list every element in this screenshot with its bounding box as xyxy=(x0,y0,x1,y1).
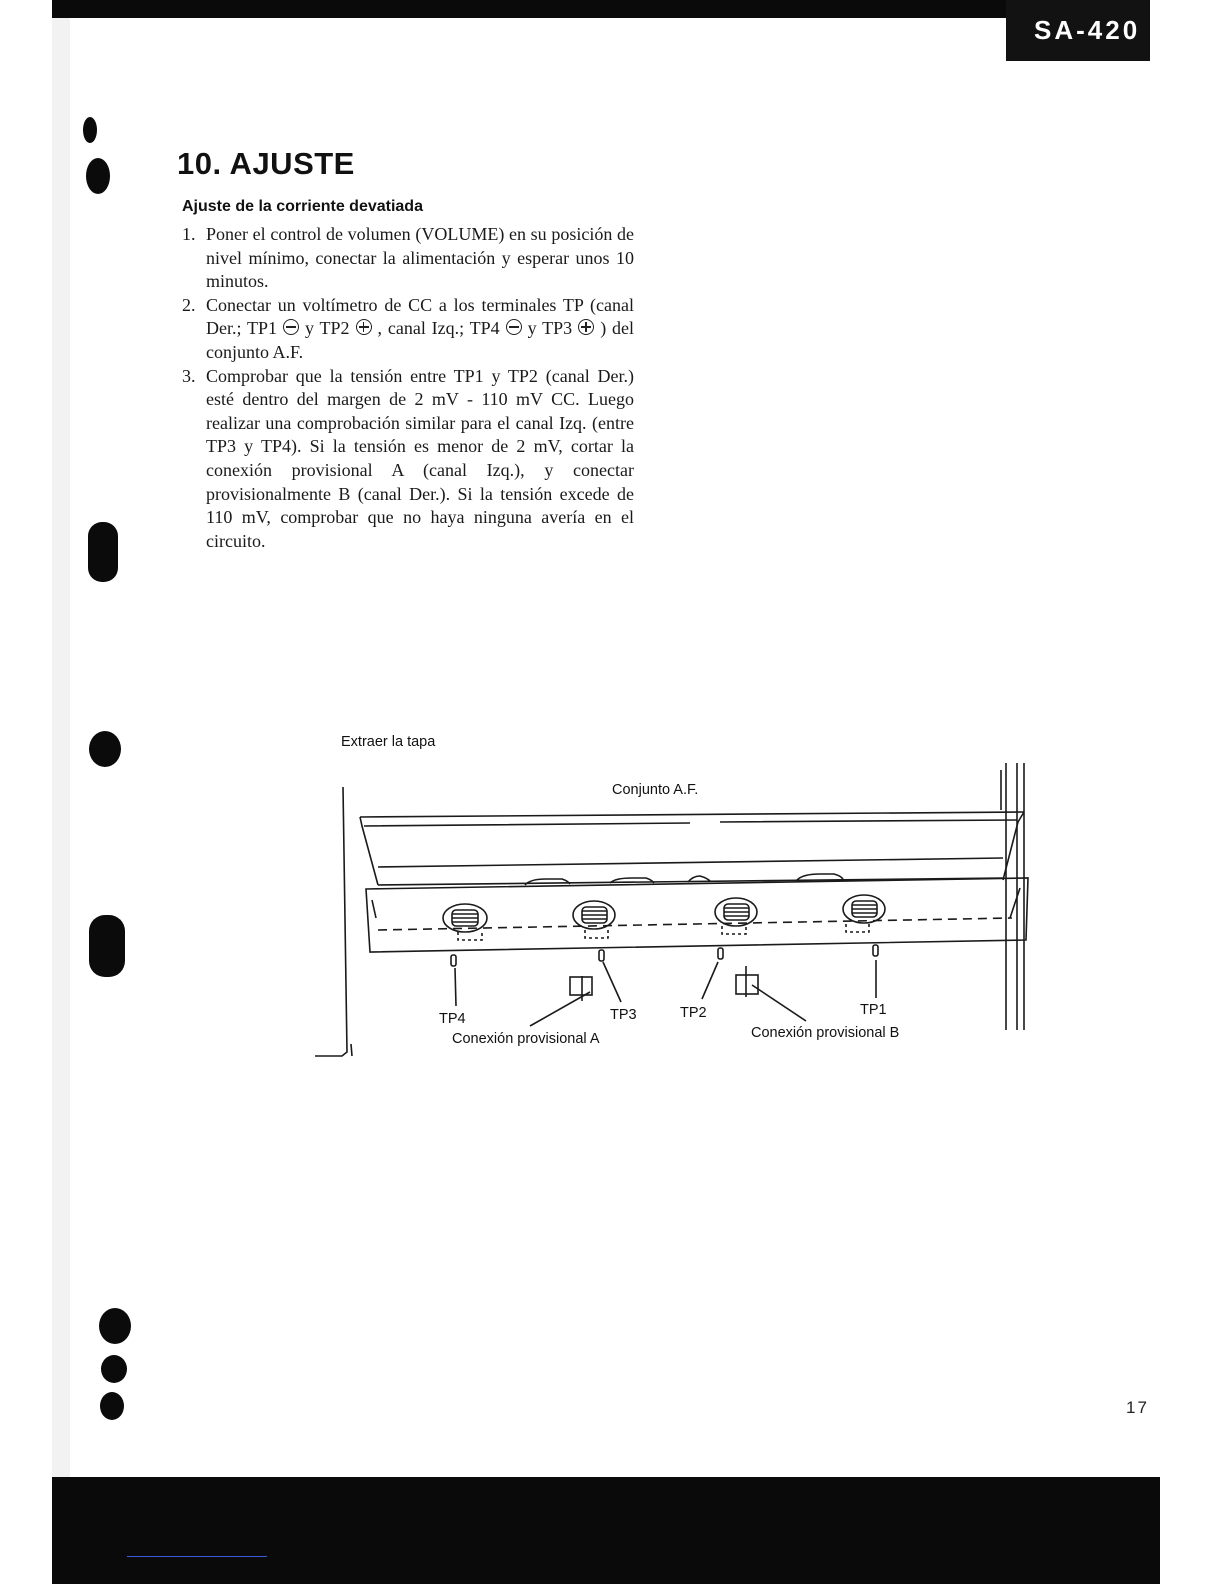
scan-bottom-border xyxy=(52,1477,1160,1584)
jumper-b-label: Conexión provisional B xyxy=(751,1025,900,1041)
section-title: 10. AJUSTE xyxy=(177,146,355,181)
front-plate-slant-left xyxy=(372,900,376,918)
step-text: y TP3 xyxy=(527,318,573,339)
page-number: 17 xyxy=(1126,1398,1149,1417)
tp4-label: TP4 xyxy=(439,1011,466,1027)
cover-top-edge-lower xyxy=(364,820,1017,826)
terminal-window-tp4 xyxy=(443,904,487,940)
scan-bottom-line xyxy=(127,1556,267,1557)
step-text: Conectar un voltímetro de CC a los terminales TP (canal Der.; TP1 xyxy=(206,294,634,339)
component-bump xyxy=(525,879,570,885)
board-upper-edge xyxy=(378,858,1003,867)
step-text: ) del conjunto A.F. xyxy=(206,318,635,362)
step-text: , canal Izq.; TP4 xyxy=(377,318,500,339)
front-plate-slant-right xyxy=(1010,888,1020,918)
cover-top-edge xyxy=(360,812,1024,817)
chassis-corner xyxy=(351,1044,352,1056)
jumper-a-label: Conexión provisional A xyxy=(452,1031,600,1047)
terminal-window-tp3 xyxy=(573,901,615,938)
chassis-left-wall xyxy=(315,787,347,1056)
test-pin-tp4 xyxy=(451,955,456,1006)
terminal-window-tp1 xyxy=(843,895,885,932)
test-pin-tp1 xyxy=(873,945,878,998)
step-number: 2. xyxy=(182,294,196,315)
front-plate-dashed xyxy=(378,918,1012,930)
model-tab: SA-420 xyxy=(1006,0,1150,61)
front-plate xyxy=(366,878,1028,952)
jumper-b xyxy=(736,966,806,1021)
cover-label: Extraer la tapa xyxy=(341,734,436,750)
tp1-label: TP1 xyxy=(860,1002,887,1018)
terminal-window-tp2 xyxy=(715,898,757,934)
section-subtitle: Ajuste de la corriente devatiada xyxy=(182,198,423,215)
step-text: y TP2 xyxy=(305,318,350,339)
assembly-label: Conjunto A.F. xyxy=(612,782,699,798)
test-pin-tp2 xyxy=(702,948,723,999)
tp2-label: TP2 xyxy=(680,1005,707,1021)
jumper-a xyxy=(530,976,592,1026)
step-number: 1. xyxy=(182,224,196,244)
chassis-right-wall xyxy=(1001,763,1024,1030)
step-text: Comprobar que la tensión entre TP1 y TP2 (canal Der.) esté dentro del margen de 2 mV - 110 mV CC. Luego realizar una comprobación similar para el canal Izq. (entre TP3 y TP4). Si la tensión es menor de 2 mV, cortar la conexión provisional A (canal Izq.), y conectar provisionalmente B (canal Der.). Si la tensión excede de 110 mV, comprobar que no haya ninguna avería en el circuito. xyxy=(206,365,634,551)
step-text: Poner el control de volumen (VOLUME) en su posición de nivel mínimo, conectar la alimentación y esperar unos 10 minutos. xyxy=(206,224,634,292)
step-number: 3. xyxy=(182,365,196,386)
cover-left-side xyxy=(360,817,378,885)
test-pin-tp3 xyxy=(599,950,621,1002)
tp3-label: TP3 xyxy=(610,1007,637,1023)
